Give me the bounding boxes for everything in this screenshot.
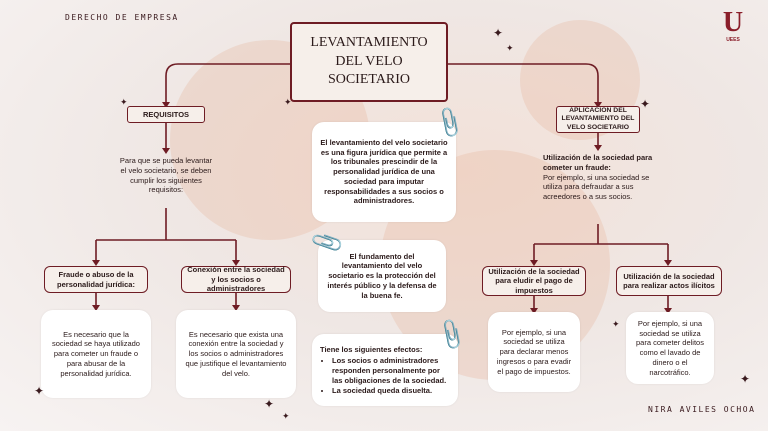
aplicacion-fraude [543,153,655,202]
definition-card [312,122,456,222]
effects-list [320,356,450,395]
fraude-label: Fraude o abuso de la personalidad jurídica: [44,266,148,293]
aplicacion-fraude-text: Por ejemplo, si una sociedad se utiliza para defraudar a sus acreedores o a sus socios. [543,172,650,201]
delitos-card [626,312,714,384]
sparkle-icon: ✦ [264,397,275,411]
paperclip-icon: 📎 [431,104,469,141]
conexion-card [176,310,296,398]
sparkle-icon: ✦ [740,372,751,386]
delitos-label: Utilización de la sociedad para realizar actos ilícitos [616,266,722,296]
paperclip-icon: 📎 [309,224,346,261]
sparkle-icon: ✦ [640,97,651,111]
university-logo [715,9,751,45]
impuestos-text: Por ejemplo, si una sociedad se utiliza para declarar menos ingresos o para evadir el pago de impuestos. [496,327,572,376]
sparkle-icon: ✦ [282,411,290,421]
sparkle-icon: ✦ [612,319,620,329]
fraude-card [41,310,151,398]
sparkle-icon: ✦ [120,97,128,107]
effect-item: • Los socios o administradores responden personalmente por las obligaciones de la sociedad. [332,356,450,385]
impuestos-card [488,312,580,392]
requisitos-label: REQUISITOS [127,106,205,123]
impuestos-label: Utilización de la sociedad para eludir el pago de impuestos [482,266,586,296]
logo-mark: U [722,7,744,38]
effects-title: Tiene los siguientes efectos: [320,344,423,354]
fundamento-text: El fundamento del levantamiento del velo societario es la protección del interés público y la defensa de la buena fe. [327,251,437,300]
delitos-text: Por ejemplo, si una sociedad se utiliza para cometer delitos como el lavado de dinero o el narcotráfico. [636,318,704,377]
logo-text: UEES [726,37,740,43]
paperclip-icon: 📎 [433,316,471,353]
page-title: LEVANTAMIENTO DEL VELO SOCIETARIO [290,22,448,102]
sparkle-icon: ✦ [506,43,514,53]
conexion-text: Es necesario que exista una conexión entre la sociedad y los socios o administradores que justifique el levantamiento del velo. [185,329,287,378]
sparkle-icon: ✦ [493,26,504,40]
fraude-text: Es necesario que la sociedad se haya utilizado para cometer un fraude o para abusar de la personalidad jurídica. [52,329,140,378]
conexion-label: Conexión entre la sociedad y los socios o administradores [181,266,291,293]
aplicacion-label: APLICACION DEL LEVANTAMIENTO DEL VELO SOCIETARIO [556,106,640,133]
definition-text: El levantamiento del velo societario es una figura jurídica que permite a los tribunales prescindir de la personalidad jurídica de una sociedad para imputar responsabilidades a sus socios o administradores. [320,137,448,206]
author-name: NIRA AVILES OCHOA [648,405,756,414]
sparkle-icon: ✦ [34,384,45,398]
sparkle-icon: ✦ [284,97,292,107]
effects-card [312,334,458,406]
effect-item: • La sociedad queda disuelta. [332,386,450,396]
requisitos-intro: Para que se pueda levantar el velo societario, se deben cumplir los siguientes requisitos: [119,156,213,195]
course-name: DERECHO DE EMPRESA [65,13,179,22]
aplicacion-fraude-label: Utilización de la sociedad para cometer un fraude: [543,153,653,172]
